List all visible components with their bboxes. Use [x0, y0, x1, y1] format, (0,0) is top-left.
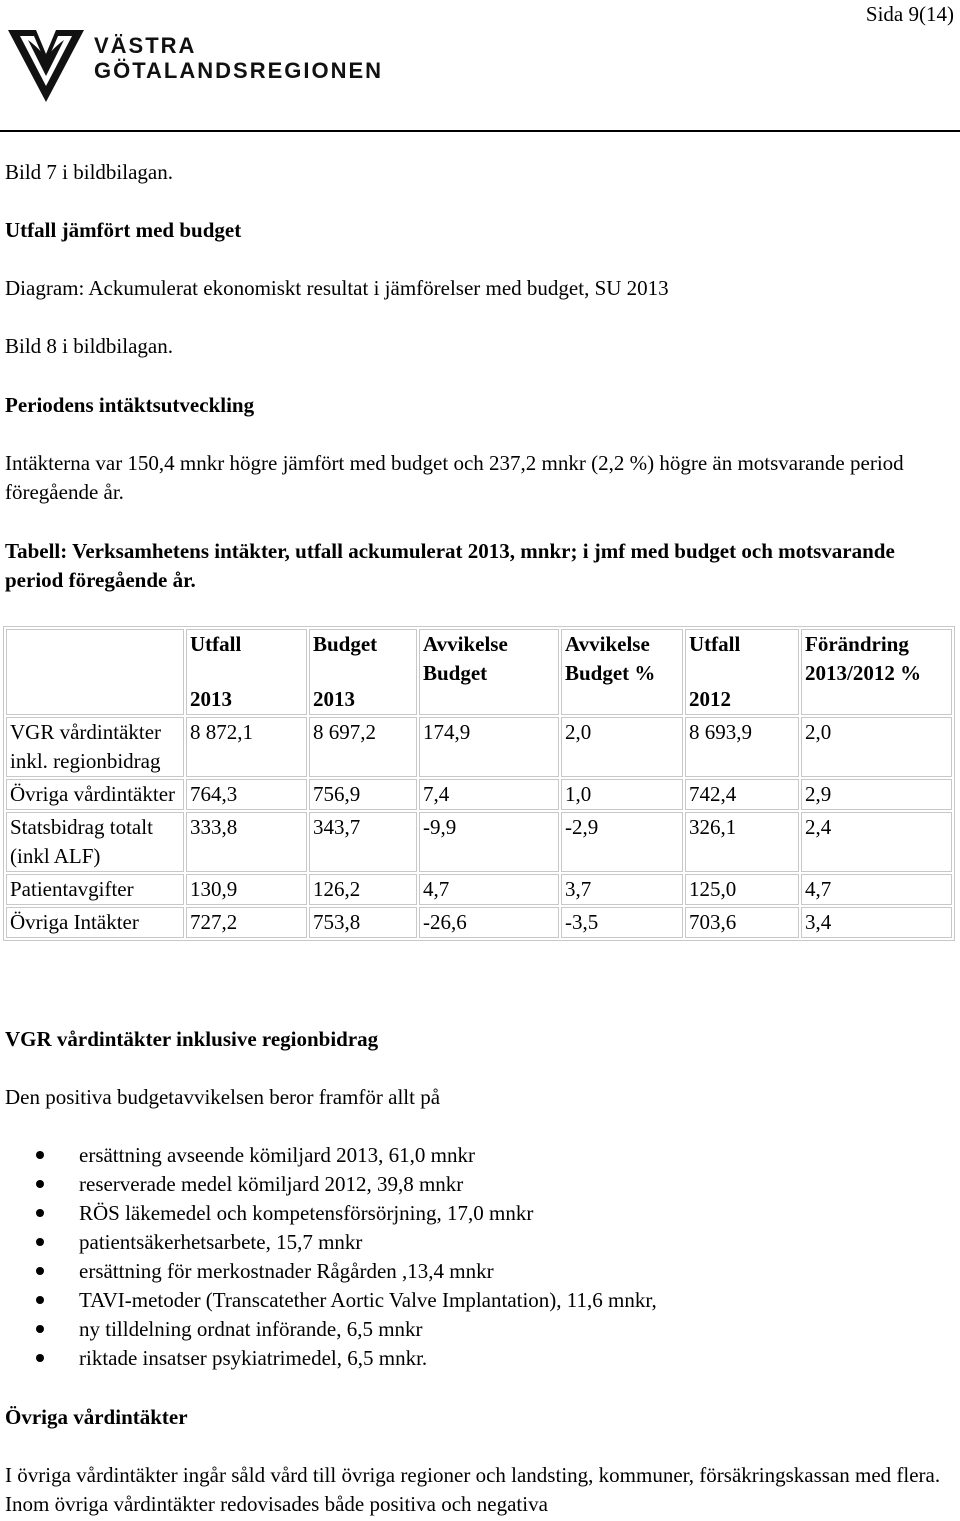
bullet-icon	[36, 1325, 44, 1333]
heading-intaktsutveckling: Periodens intäktsutveckling	[5, 393, 255, 417]
paragraph-ovriga: I övriga vårdintäkter ingår såld vård till övriga regioner och landsting, kommuner, försäkringskassan med flera. Inom övriga vårdintäkter redovisades både positiva och negativa	[5, 1463, 941, 1516]
table-cell: 742,4	[685, 779, 799, 810]
list-item-text: patientsäkerhetsarbete, 15,7 mnkr	[79, 1230, 363, 1254]
income-table	[3, 626, 955, 941]
bullet-icon	[36, 1238, 44, 1246]
table-cell: 126,2	[309, 874, 417, 905]
list-item	[79, 1170, 657, 1199]
header-year: 2012	[689, 687, 731, 711]
table-cell: 753,8	[309, 907, 417, 938]
table-header-cell	[801, 629, 952, 715]
table-cell: -3,5	[561, 907, 683, 938]
row-label: Statsbidrag totalt (inkl ALF)	[6, 812, 184, 872]
paragraph-diagram: Diagram: Ackumulerat ekonomiskt resultat i jämförelser med budget, SU 2013	[5, 276, 669, 300]
table-cell: -26,6	[419, 907, 559, 938]
header-label: Utfall	[190, 632, 242, 656]
table-caption: Tabell: Verksamhetens intäkter, utfall ackumulerat 2013, mnkr; i jmf med budget och motsvarande period föregående år.	[5, 539, 895, 592]
logo-wordmark	[94, 34, 383, 84]
paragraph-budgetavvikelse: Den positiva budgetavvikelsen beror framför allt på	[5, 1085, 441, 1109]
list-item-text: ny tilldelning ordnat införande, 6,5 mnkr	[79, 1317, 423, 1341]
bullet-icon	[36, 1267, 44, 1275]
heading-vgr-vardintakter: VGR vårdintäkter inklusive regionbidrag	[5, 1027, 379, 1051]
header-year: 2013	[190, 687, 232, 711]
table-cell: 2,9	[801, 779, 952, 810]
row-label: Övriga vårdintäkter	[6, 779, 184, 810]
table-header-cell	[6, 629, 184, 715]
table-cell: 8 693,9	[685, 717, 799, 777]
heading-utfall-budget: Utfall jämfört med budget	[5, 218, 242, 242]
table-cell: 4,7	[801, 874, 952, 905]
table-cell: 3,7	[561, 874, 683, 905]
list-item-text: riktade insatser psykiatrimedel, 6,5 mnkr.	[79, 1346, 428, 1370]
logo-line-1: VÄSTRA	[94, 33, 197, 58]
table-cell: -9,9	[419, 812, 559, 872]
bullet-icon	[36, 1354, 44, 1362]
page-number: Sida 9(14)	[865, 2, 954, 26]
table-row	[6, 812, 952, 872]
table-cell: -2,9	[561, 812, 683, 872]
table-row	[6, 907, 952, 938]
header-label: Budget	[313, 632, 378, 656]
row-label: Patientavgifter	[6, 874, 184, 905]
list-item	[79, 1286, 657, 1315]
header-label: Utfall	[689, 632, 741, 656]
header-label: Avvikelse Budget %	[565, 632, 656, 685]
bullet-list	[0, 1141, 657, 1373]
list-item-text: ersättning för merkostnader Rågården ,13,4 mnkr	[79, 1259, 494, 1283]
list-item	[79, 1344, 657, 1373]
table-cell: 125,0	[685, 874, 799, 905]
list-item	[79, 1199, 657, 1228]
table-row	[6, 874, 952, 905]
bullet-icon	[36, 1151, 44, 1159]
table-cell: 1,0	[561, 779, 683, 810]
table-cell: 130,9	[186, 874, 307, 905]
list-item-text: reserverade medel kömiljard 2012, 39,8 mnkr	[79, 1172, 464, 1196]
table-header-row	[6, 629, 952, 715]
bullet-icon	[36, 1180, 44, 1188]
list-item-text: TAVI-metoder (Transcatether Aortic Valve Implantation), 11,6 mnkr,	[79, 1288, 657, 1312]
table-cell: 756,9	[309, 779, 417, 810]
header-year: 2013	[313, 687, 355, 711]
table-header-cell	[186, 629, 307, 715]
bullet-icon	[36, 1296, 44, 1304]
list-item	[79, 1257, 657, 1286]
vgr-logo-mark-icon	[6, 24, 86, 104]
header-label: Förändring 2013/2012 %	[805, 632, 922, 685]
paragraph-bild7: Bild 7 i bildbilagan.	[5, 160, 173, 184]
vgr-logo	[6, 24, 386, 104]
list-item	[79, 1315, 657, 1344]
table-cell: 2,0	[801, 717, 952, 777]
list-item	[79, 1141, 657, 1170]
table-cell: 2,0	[561, 717, 683, 777]
list-item-text: ersättning avseende kömiljard 2013, 61,0 mnkr	[79, 1143, 475, 1167]
table-cell: 727,2	[186, 907, 307, 938]
table-header-cell	[685, 629, 799, 715]
table-header-cell	[309, 629, 417, 715]
table-cell: 343,7	[309, 812, 417, 872]
table-header-cell	[561, 629, 683, 715]
paragraph-bild8: Bild 8 i bildbilagan.	[5, 334, 173, 358]
header-label: Avvikelse Budget	[423, 632, 508, 685]
table-cell: 174,9	[419, 717, 559, 777]
table-cell: 703,6	[685, 907, 799, 938]
table-cell: 4,7	[419, 874, 559, 905]
bullet-icon	[36, 1209, 44, 1217]
table-cell: 8 697,2	[309, 717, 417, 777]
table-cell: 2,4	[801, 812, 952, 872]
row-label: VGR vårdintäkter inkl. regionbidrag	[6, 717, 184, 777]
table-cell: 764,3	[186, 779, 307, 810]
table-cell: 326,1	[685, 812, 799, 872]
list-item-text: RÖS läkemedel och kompetensförsörjning, 17,0 mnkr	[79, 1201, 534, 1225]
logo-line-2: GÖTALANDSREGIONEN	[94, 58, 384, 83]
heading-ovriga-vardintakter: Övriga vårdintäkter	[5, 1405, 188, 1429]
list-item	[79, 1228, 657, 1257]
table-cell: 8 872,1	[186, 717, 307, 777]
header-divider	[0, 130, 960, 132]
paragraph-intakter: Intäkterna var 150,4 mnkr högre jämfört med budget och 237,2 mnkr (2,2 %) högre än motsvarande period föregående år.	[5, 451, 904, 504]
table-row	[6, 717, 952, 777]
table-header-cell	[419, 629, 559, 715]
table-cell: 333,8	[186, 812, 307, 872]
row-label: Övriga Intäkter	[6, 907, 184, 938]
table-row	[6, 779, 952, 810]
table-cell: 7,4	[419, 779, 559, 810]
table-cell: 3,4	[801, 907, 952, 938]
